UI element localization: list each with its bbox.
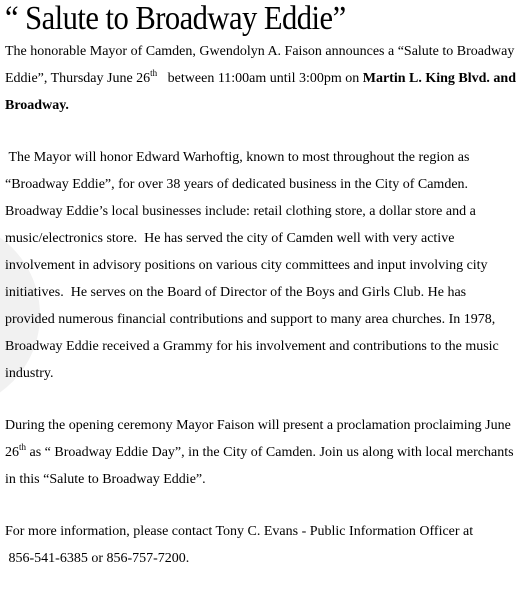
- announcement-paragraph: [5, 38, 517, 119]
- date-ordinal-suffix: th: [19, 442, 27, 452]
- ceremony-text: During the opening ceremony Mayor Faison will present a proclamation proclaiming June 26: [5, 418, 511, 460]
- contact-paragraph: [5, 518, 517, 572]
- date-ordinal-suffix: th: [150, 68, 158, 78]
- announcement-time-text: between 11:00am until 3:00pm on: [157, 71, 363, 86]
- paragraph-spacer: [5, 493, 517, 518]
- honoree-paragraph: The Mayor will honor Edward Warhoftig, known to most throughout the region as “Broadway Eddie”, for over 38 years of dedicated business in the City of Camden. Broadway Eddie’s local businesses include: retail clothing store, a dollar store and a music/electronics store. He has served the city of Camden well with very active involvement in advisory positions on various city committees and input involving city initiatives. He serves on the Board of Director of the Boys and Girls Club. He has provided numerous financial contributions and support to many area churches. In 1978, Broadway Eddie received a Grammy for his involvement and contributions to the music industry.: [5, 150, 503, 381]
- contact-line: For more information, please contact Tony C. Evans - Public Information Officer at: [5, 524, 474, 539]
- page-title: “ Salute to Broadway Eddie”: [5, 0, 346, 37]
- paragraph-spacer: [5, 387, 517, 412]
- paragraph-spacer: [5, 119, 517, 144]
- contact-phone-numbers: 856-541-6385 or 856-757-7200.: [5, 551, 190, 566]
- announcement-text: The honorable Mayor of Camden, Gwendolyn A. Faison announces a “Salute to Broadway Eddie”, Thursday June 26: [5, 44, 515, 86]
- event-location: Martin L. King Blvd. and Broadway.: [5, 71, 517, 113]
- ceremony-paragraph: [5, 412, 517, 493]
- ceremony-text-continued: as “ Broadway Eddie Day”, in the City of Camden. Join us along with local merchants in this “Salute to Broadway Eddie”.: [5, 445, 514, 487]
